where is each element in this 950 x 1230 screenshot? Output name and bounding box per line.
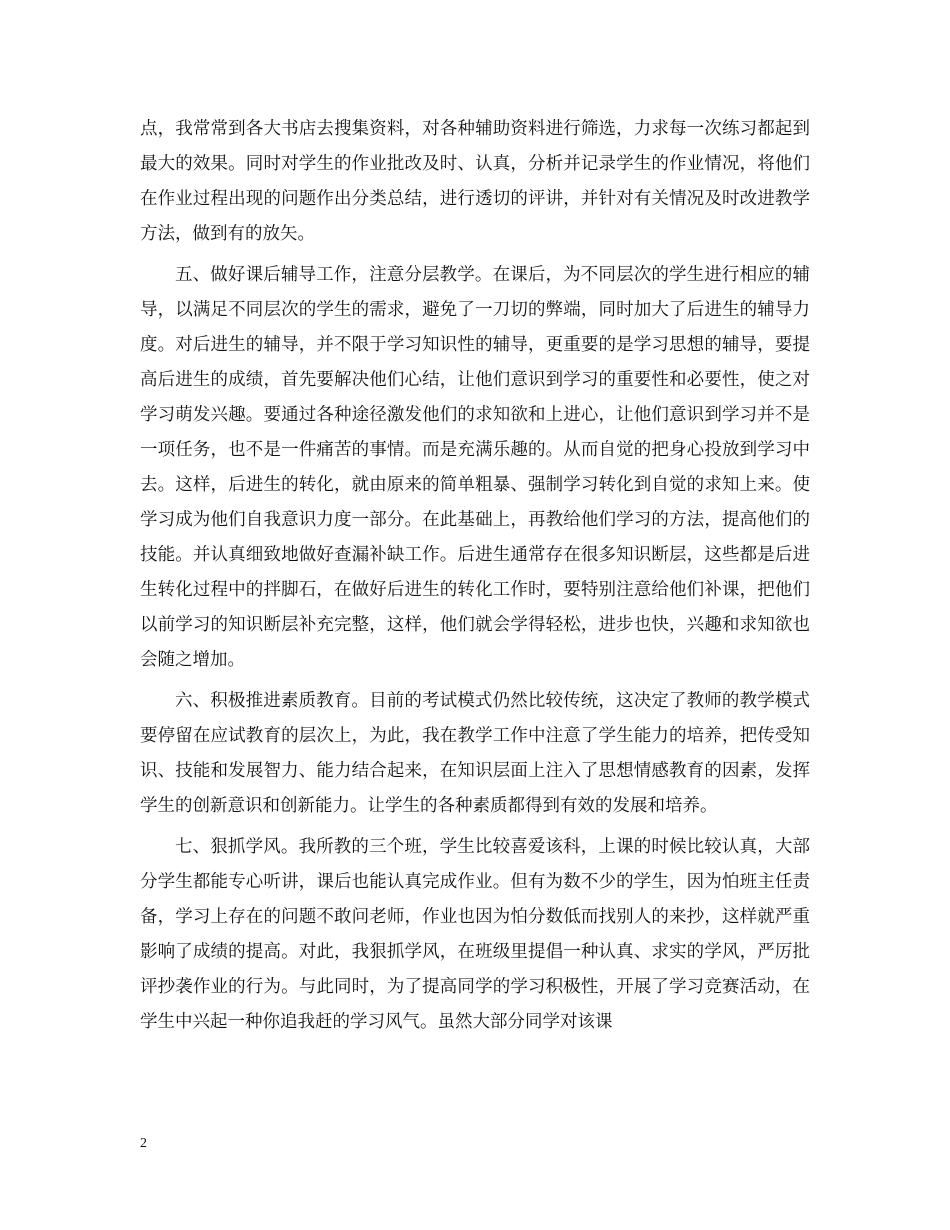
paragraph-seven-study-style: 七、狠抓学风。我所教的三个班，学生比较喜爱该科，上课的时候比较认真，大部分学生都能专心听讲，课后也能认真完成作业。但有为数不少的学生，因为怕班主任责备，学习上存在的问题不敢问老师，作业也因为怕分数低而找别人的来抄，这样就严重影响了成绩的提高。对此，我狠抓学风，在班级里提倡一种认真、求实的学风，严厉批评抄袭作业的行为。与此同时，为了提高同学的学习积极性，开展了学习竞赛活动，在学生中兴起一种你追我赶的学习风气。虽然大部分同学对该课 bbox=[140, 837, 810, 1032]
page-number: 2 bbox=[140, 1136, 147, 1151]
paragraph-continuation: 点，我常常到各大书店去搜集资料，对各种辅助资料进行筛选，力求每一次练习都起到最大的效果。同时对学生的作业批改及时、认真，分析并记录学生的作业情况，将他们在作业过程出现的问题作出分类总结，进行透切的评讲，并针对有关情况及时改进教学方法，做到有的放矢。 bbox=[140, 119, 810, 244]
paragraph-five-tutoring: 五、做好课后辅导工作，注意分层教学。在课后，为不同层次的学生进行相应的辅导，以满足不同层次的学生的需求，避免了一刀切的弊端，同时加大了后进生的辅导力度。对后进生的辅导，并不限于学习知识性的辅导，更重要的是学习思想的辅导，要提高后进生的成绩，首先要解决他们心结，让他们意识到学习的重要性和必要性，使之对学习萌发兴趣。要通过各种途径激发他们的求知欲和上进心，让他们意识到学习并不是一项任务，也不是一件痛苦的事情。而是充满乐趣的。从而自觉的把身心投放到学习中去。这样，后进生的转化，就由原来的简单粗暴、强制学习转化到自觉的求知上来。使学习成为他们自我意识力度一部分。在此基础上，再教给他们学习的方法，提高他们的技能。并认真细致地做好查漏补缺工作。后进生通常存在很多知识断层，这些都是后进生转化过程中的拌脚石，在做好后进生的转化工作时，要特别注意给他们补课，把他们以前学习的知识断层补充完整，这样，他们就会学得轻松，进步也快，兴趣和求知欲也会随之增加。 bbox=[140, 265, 810, 670]
paragraph-six-quality-education: 六、积极推进素质教育。目前的考试模式仍然比较传统，这决定了教师的教学模式要停留在应试教育的层次上，为此，我在教学工作中注意了学生能力的培养，把传受知识、技能和发展智力、能力结合起来，在知识层面上注入了思想情感教育的因素，发挥学生的创新意识和创新能力。让学生的各种素质都得到有效的发展和培养。 bbox=[140, 691, 810, 816]
document-body bbox=[140, 112, 810, 1046]
